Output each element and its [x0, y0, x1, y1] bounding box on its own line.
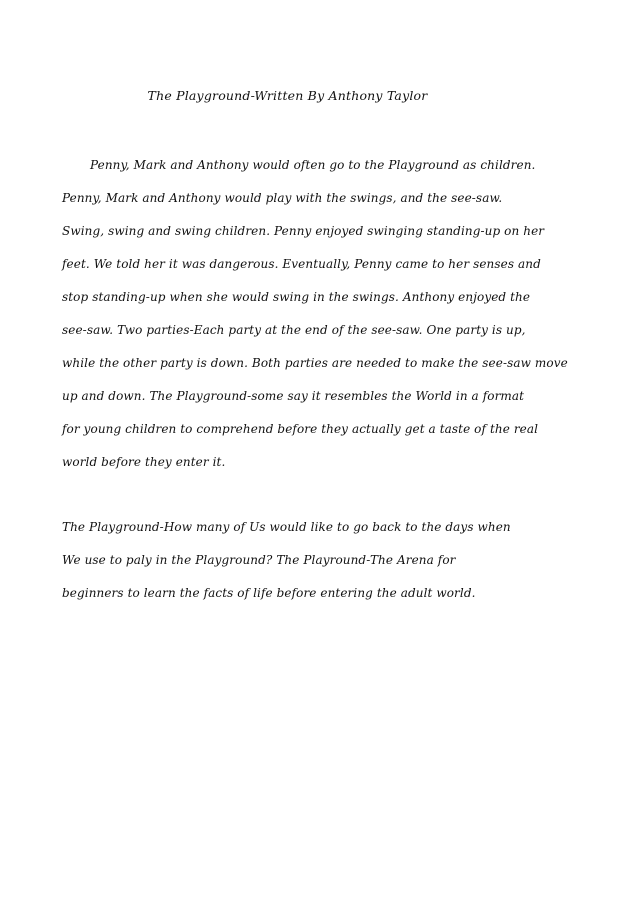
- text-line: beginners to learn the facts of life before entering the adult world.: [62, 586, 476, 600]
- text-line: see-saw. Two parties-Each party at the end of the see-saw. One party is up,: [62, 323, 526, 337]
- paragraph-2: [62, 511, 582, 610]
- text-line: Penny, Mark and Anthony would play with the swings, and the see-saw.: [62, 191, 503, 205]
- text-line: The Playground-How many of Us would like to go back to the days when: [62, 520, 511, 534]
- text-line: We use to paly in the Playground? The Playround-The Arena for: [62, 553, 456, 567]
- text-line: Penny, Mark and Anthony would often go to the Playground as children.: [90, 158, 536, 172]
- text-line: feet. We told her it was dangerous. Eventually, Penny came to her senses and: [62, 257, 541, 271]
- text-line: while the other party is down. Both parties are needed to make the see-saw move: [62, 356, 568, 370]
- text-line: for young children to comprehend before they actually get a taste of the real: [62, 422, 539, 436]
- paragraph-1: [62, 149, 582, 479]
- text-line: world before they enter it.: [62, 455, 226, 469]
- text-line: stop standing-up when she would swing in the swings. Anthony enjoyed the: [62, 290, 531, 304]
- text-line: Swing, swing and swing children. Penny enjoyed swinging standing-up on her: [62, 224, 545, 238]
- document-title: The Playground-Written By Anthony Taylor: [147, 88, 428, 103]
- text-line: up and down. The Playground-some say it resembles the World in a format: [62, 389, 525, 403]
